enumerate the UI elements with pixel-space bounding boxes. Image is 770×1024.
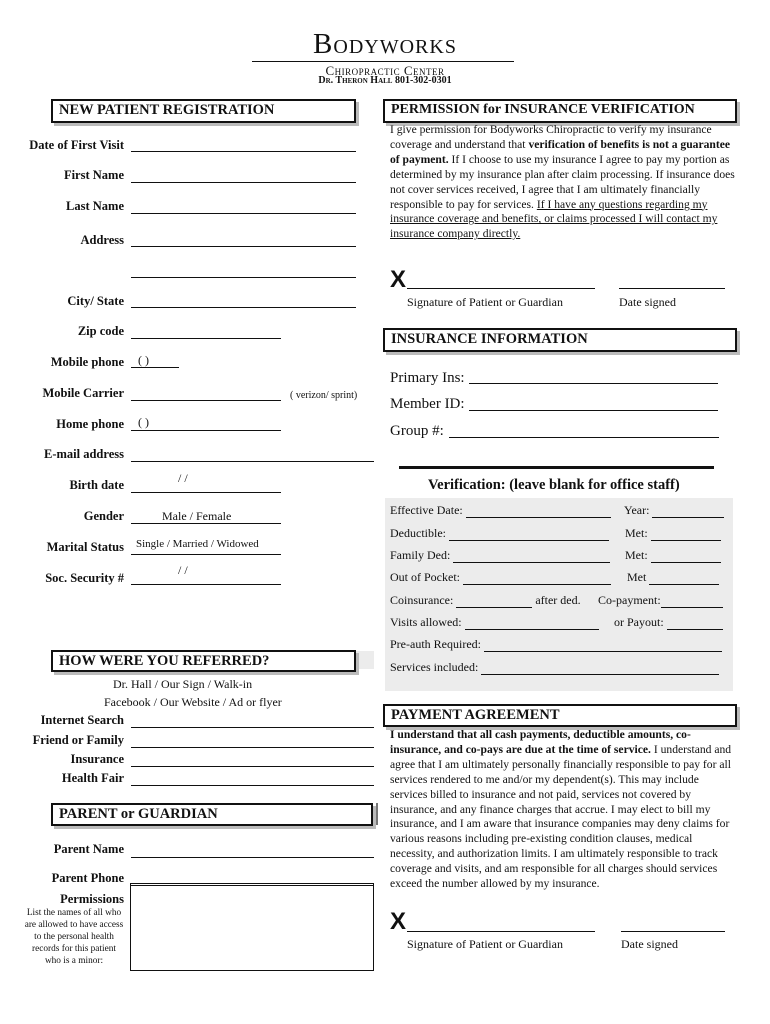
services-label: Services included: xyxy=(390,660,479,674)
address-field-2[interactable] xyxy=(131,263,356,278)
met-field-3[interactable] xyxy=(649,572,719,585)
permission-heading: PERMISSION for INSURANCE VERIFICATION xyxy=(383,99,737,123)
carrier-hint: ( verizon/ sprint) xyxy=(290,390,358,401)
member-id-label: Member ID: xyxy=(390,396,465,412)
internet-search-label: Internet Search xyxy=(40,713,124,727)
permission-date-label: Date signed xyxy=(619,295,676,309)
registration-heading: NEW PATIENT REGISTRATION xyxy=(51,99,356,123)
met-row-2 xyxy=(625,548,721,563)
payment-signature-label: Signature of Patient or Guardian xyxy=(407,937,563,951)
effective-date-row xyxy=(390,503,611,518)
referred-options-row1[interactable]: Dr. Hall / Our Sign / Walk-in xyxy=(113,677,253,691)
permission-text xyxy=(390,123,738,242)
group-field[interactable] xyxy=(449,423,719,438)
preauth-row xyxy=(390,637,722,652)
health-fair-field[interactable] xyxy=(131,771,374,786)
payment-signature-field[interactable] xyxy=(407,917,595,932)
family-ded-row xyxy=(390,548,610,563)
parent-phone-label: Parent Phone xyxy=(51,871,124,885)
copay-row xyxy=(598,593,723,608)
member-id-field[interactable] xyxy=(469,396,718,411)
gender-options[interactable]: Male / Female xyxy=(162,509,232,523)
group-label: Group #: xyxy=(390,423,444,439)
payout-field[interactable] xyxy=(667,617,723,630)
primary-ins-field[interactable] xyxy=(469,369,718,384)
city-state-label: City/ State xyxy=(67,294,124,308)
header-divider xyxy=(252,61,514,62)
marital-options[interactable]: Single / Married / Widowed xyxy=(136,538,259,550)
mobile-phone-label: Mobile phone xyxy=(50,355,124,369)
payment-date-field[interactable] xyxy=(621,917,725,932)
coinsurance-field[interactable] xyxy=(456,595,532,608)
home-phone-label: Home phone xyxy=(56,417,124,431)
family-ded-label: Family Ded: xyxy=(390,548,451,562)
insurance-heading: INSURANCE INFORMATION xyxy=(383,328,737,352)
date-first-visit-field[interactable] xyxy=(131,137,356,152)
permissions-note: List the names of all who are allowed to have access to the personal health records for this patient who is a minor: xyxy=(24,908,124,966)
address-label: Address xyxy=(80,233,124,247)
insurance-ref-field[interactable] xyxy=(131,752,374,767)
after-ded-label: after ded. xyxy=(535,593,581,607)
clinic-subtitle: Chiropractic Center xyxy=(325,63,445,78)
last-name-field[interactable] xyxy=(131,199,356,214)
clinic-name: Bodyworks xyxy=(313,28,457,60)
referred-options-row2[interactable]: Facebook / Our Website / Ad or flyer xyxy=(104,695,282,709)
permission-date-field[interactable] xyxy=(619,274,725,289)
year-row xyxy=(624,503,724,518)
last-name-label: Last Name xyxy=(66,199,124,213)
primary-ins-label: Primary Ins: xyxy=(390,370,465,386)
copay-label: Co-payment: xyxy=(598,593,661,607)
payout-row xyxy=(614,615,723,630)
out-of-pocket-field[interactable] xyxy=(463,572,611,585)
doctor-contact: Dr. Theron Hall 801-302-0301 xyxy=(318,75,452,86)
home-phone-field[interactable] xyxy=(131,416,281,431)
referred-heading-shade xyxy=(356,651,374,669)
first-name-label: First Name xyxy=(63,168,124,182)
family-ded-field[interactable] xyxy=(453,550,610,563)
gender-field xyxy=(131,509,281,524)
deductible-row xyxy=(390,526,609,541)
out-of-pocket-label: Out of Pocket: xyxy=(390,570,460,584)
ssn-field[interactable] xyxy=(131,570,281,585)
guardian-heading: PARENT or GUARDIAN xyxy=(51,803,373,826)
internet-search-field[interactable] xyxy=(131,713,374,728)
zip-label: Zip code xyxy=(77,324,124,338)
address-field-1[interactable] xyxy=(131,232,356,247)
copay-field[interactable] xyxy=(661,595,723,608)
verification-rule xyxy=(399,466,714,469)
birth-date-field[interactable] xyxy=(131,478,281,493)
permission-x-mark: X xyxy=(390,266,407,293)
health-fair-label: Health Fair xyxy=(61,771,124,785)
payout-label: or Payout: xyxy=(614,615,664,629)
permissions-label: Permissions xyxy=(60,892,124,906)
ssn-label: Soc. Security # xyxy=(45,571,124,585)
birth-date-slashes: / / xyxy=(178,471,188,485)
met-field-1[interactable] xyxy=(651,528,721,541)
permission-text-underline: If I have any questions regarding my insurance coverage and benefits, or claims processed I will contact my insurance company directly. xyxy=(390,197,718,241)
guardian-heading-edge xyxy=(376,803,378,825)
ssn-slashes: / / xyxy=(178,563,188,577)
parent-name-field[interactable] xyxy=(131,843,374,858)
permission-signature-label: Signature of Patient or Guardian xyxy=(407,295,563,309)
verification-heading: Verification: (leave blank for office staff) xyxy=(428,477,680,493)
payment-text-bold: I understand that all cash payments, deductible amounts, co-insurance, and co-pays are due at the time of service. xyxy=(390,728,691,756)
visits-field[interactable] xyxy=(465,617,599,630)
services-row xyxy=(390,660,719,675)
payment-heading: PAYMENT AGREEMENT xyxy=(383,704,737,727)
mobile-phone-paren: ( ) xyxy=(138,353,149,367)
met-row-3 xyxy=(627,570,719,585)
mobile-carrier-label: Mobile Carrier xyxy=(42,386,124,400)
met-row-1 xyxy=(625,526,721,541)
home-phone-paren: ( ) xyxy=(138,415,149,429)
mobile-carrier-field[interactable] xyxy=(131,386,281,401)
permissions-box[interactable] xyxy=(130,883,374,971)
payment-text xyxy=(390,728,735,892)
coinsurance-label: Coinsurance: xyxy=(390,593,454,607)
met-field-2[interactable] xyxy=(651,550,721,563)
met-label-2: Met: xyxy=(625,548,648,562)
email-label: E-mail address xyxy=(44,447,124,461)
effective-date-field[interactable] xyxy=(466,505,611,518)
marital-field xyxy=(131,540,281,555)
marital-label: Marital Status xyxy=(46,540,124,554)
preauth-field[interactable] xyxy=(484,639,722,652)
year-field[interactable] xyxy=(652,505,724,518)
zip-field[interactable] xyxy=(131,324,281,339)
payment-x-mark: X xyxy=(390,908,407,935)
visits-row xyxy=(390,615,599,630)
visits-label: Visits allowed: xyxy=(390,615,462,629)
effective-date-label: Effective Date: xyxy=(390,503,463,517)
payment-date-label: Date signed xyxy=(621,937,678,951)
deductible-label: Deductible: xyxy=(390,526,446,540)
first-name-field[interactable] xyxy=(131,168,356,183)
out-of-pocket-row xyxy=(390,570,611,585)
payment-text-rest: I understand and agree that I am ultimately personally financially responsible to pay for all services rendered to me and/or my dependent(s). This may include services billed to insurance and not paid, services not covered by insurance, and any finance charges that accrue. I may elect to bill my insurance, and I am aware that insurance companies may deny claims for various reasons including pre-existing condition clauses, medical necessity, and authorization limits. I am ultimately responsible to track coverage and visits, and am responsible for all charges should services exceed the number allowed by my insurance. xyxy=(390,742,732,891)
services-field[interactable] xyxy=(481,662,719,675)
insurance-ref-label: Insurance xyxy=(70,752,124,766)
permission-text-a: I give permission for Bodyworks Chiropractic to verify my insurance coverage and understand that xyxy=(390,123,712,151)
parent-name-label: Parent Name xyxy=(53,842,124,856)
gender-label: Gender xyxy=(83,509,124,523)
year-label: Year: xyxy=(624,503,650,517)
preauth-label: Pre-auth Required: xyxy=(390,637,481,651)
date-first-visit-label: Date of First Visit xyxy=(29,138,124,152)
deductible-field[interactable] xyxy=(449,528,609,541)
coinsurance-row xyxy=(390,593,581,608)
email-field[interactable] xyxy=(131,447,374,462)
met-label-3: Met xyxy=(627,570,647,584)
permission-text-bold: verification of benefits is not a guarantee of payment. xyxy=(390,137,731,166)
city-state-field[interactable] xyxy=(131,293,356,308)
mobile-phone-field[interactable] xyxy=(131,353,179,368)
friend-family-label: Friend or Family xyxy=(32,733,124,747)
met-label-1: Met: xyxy=(625,526,648,540)
birth-date-label: Birth date xyxy=(69,478,124,492)
permission-text-b: If I choose to use my insurance I agree to pay my portion as determined by my insurance plan after claim processing. If insurance does not cover services received, I agree that I am ultimately financially responsible to pay for services. xyxy=(390,152,735,211)
referred-heading: HOW WERE YOU REFERRED? xyxy=(51,650,356,672)
permission-signature-field[interactable] xyxy=(407,274,595,289)
friend-family-field[interactable] xyxy=(131,733,374,748)
